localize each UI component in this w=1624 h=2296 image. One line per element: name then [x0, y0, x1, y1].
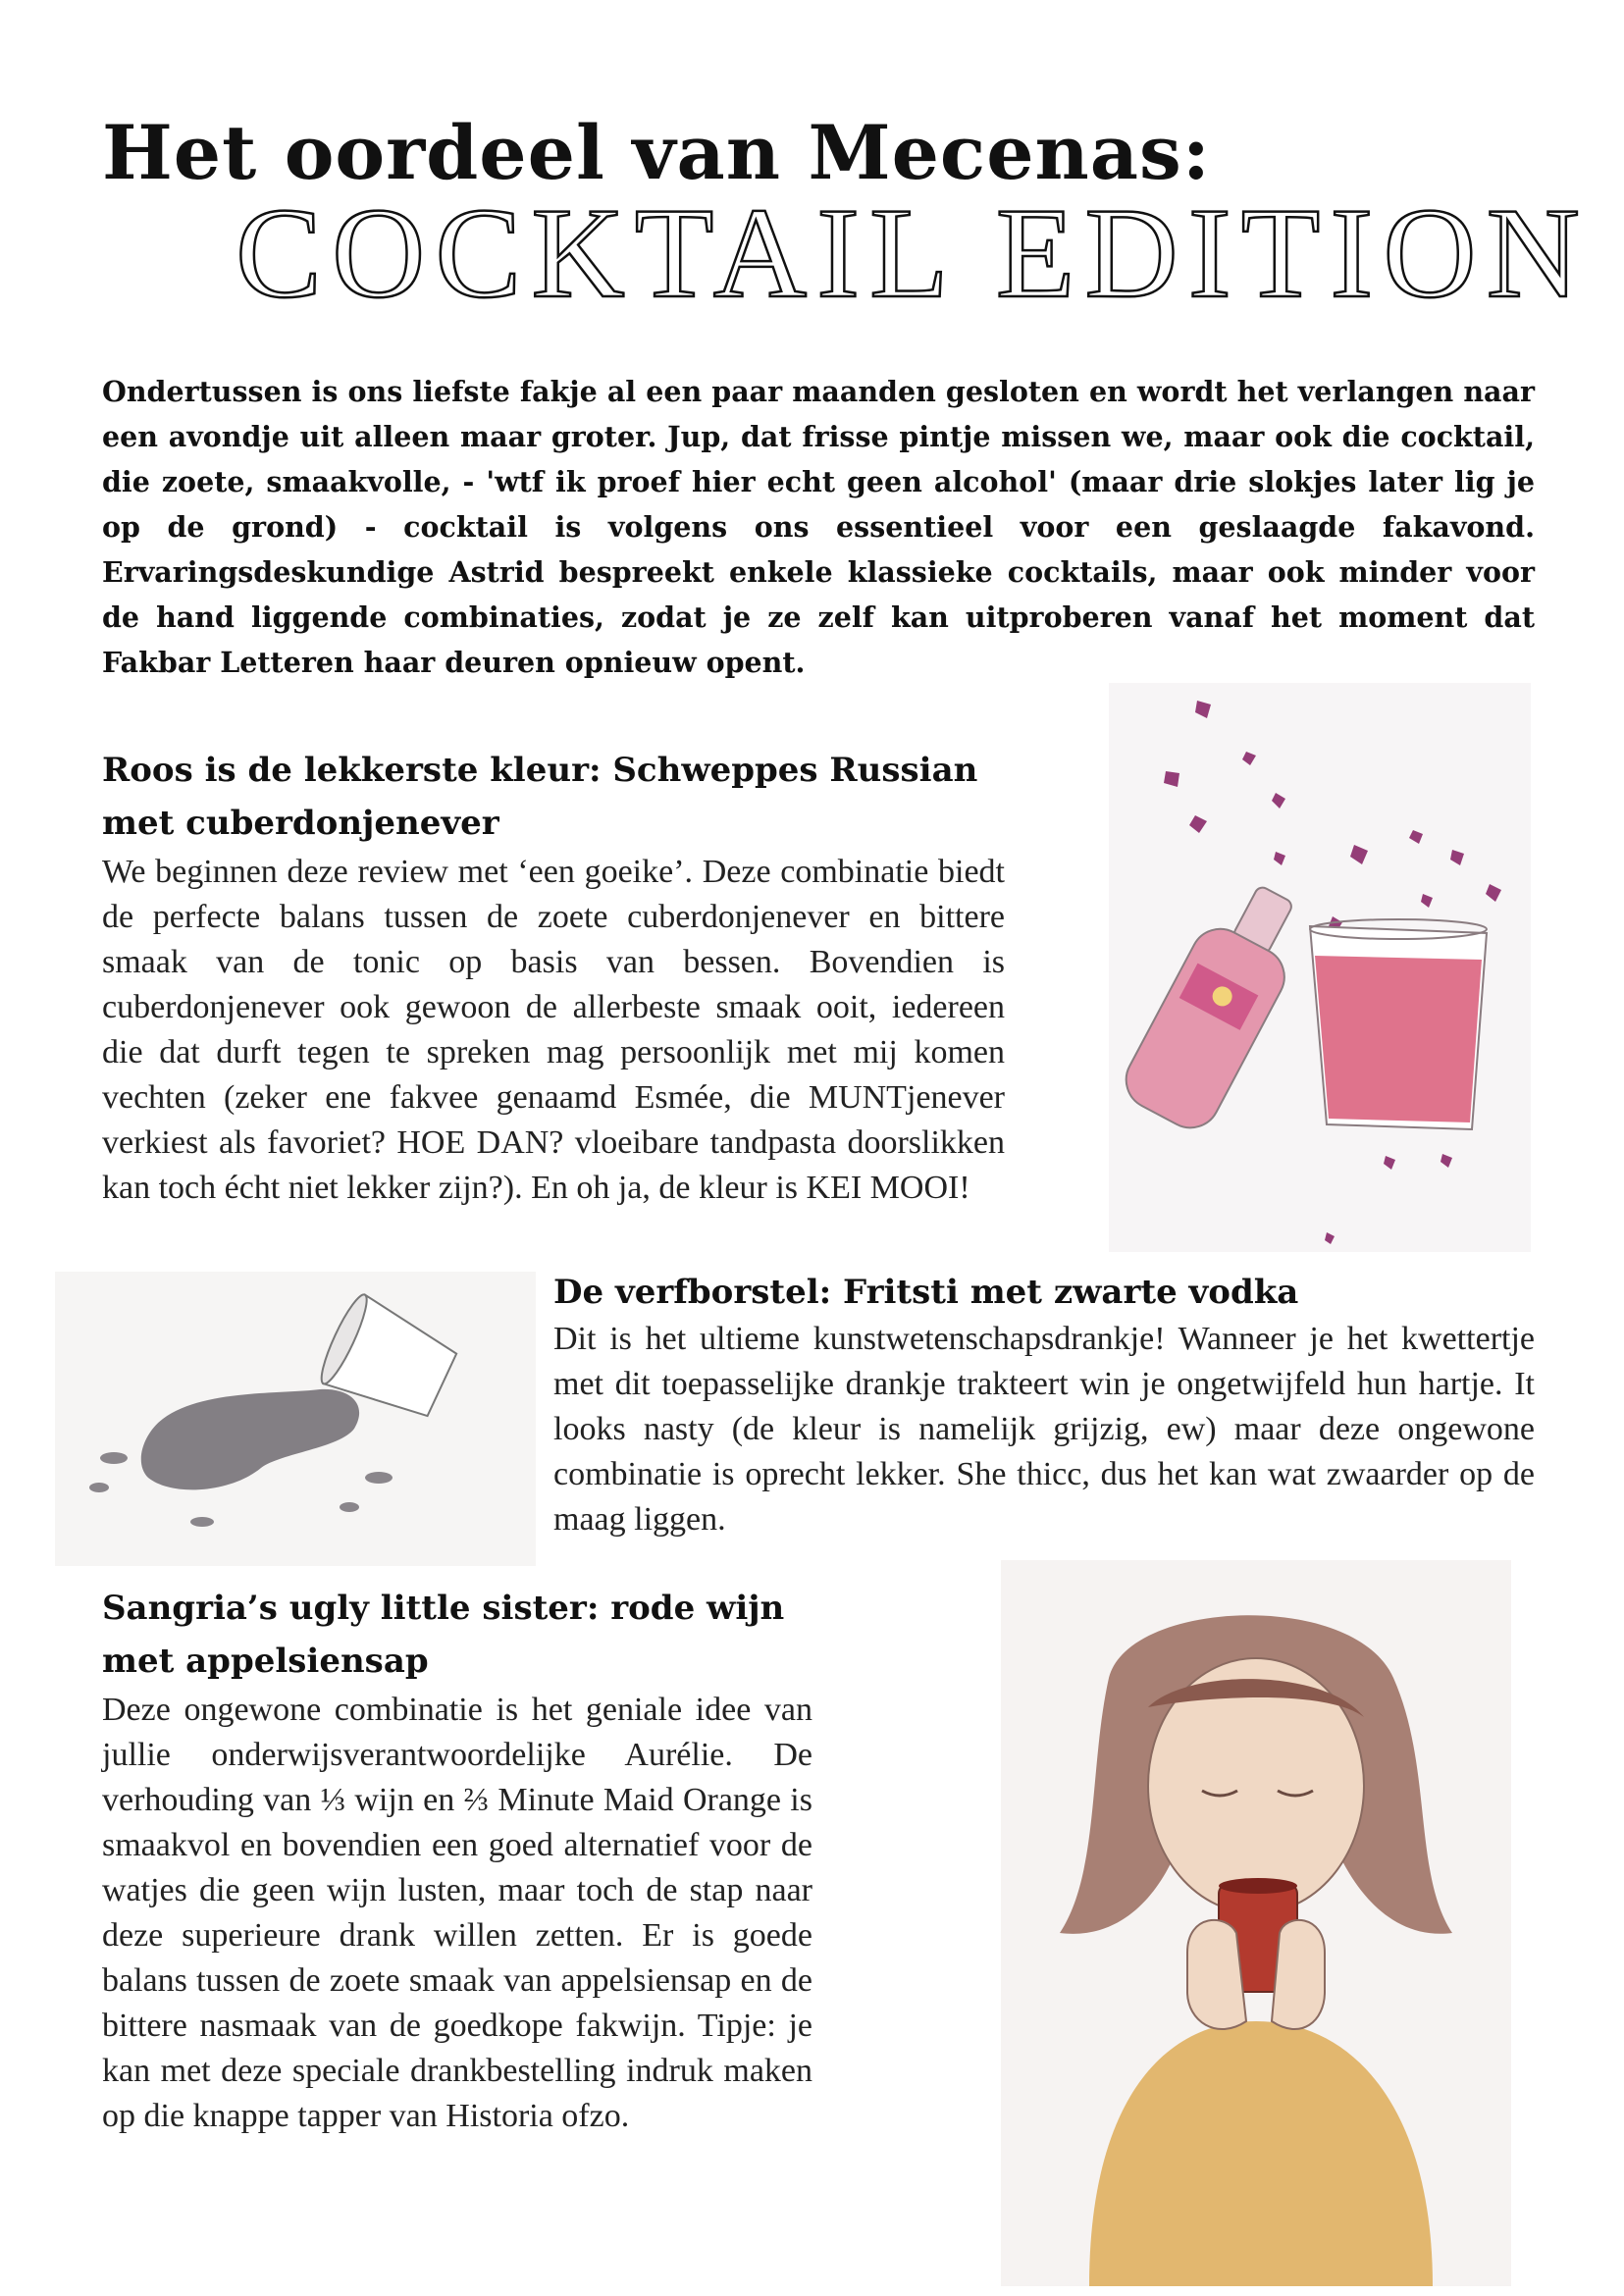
section-title-verfborstel: De verfborstel: Fritsti met zwarte vodka	[553, 1273, 1299, 1312]
spilled-cup-illustration	[55, 1272, 536, 1566]
section-title-sangria: Sangria’s ugly little sister: rode wijn met appelsiensap	[102, 1589, 785, 1681]
page-subtitle: COCKTAIL EDITION	[236, 181, 1590, 325]
girl-drinking-illustration	[1001, 1560, 1511, 2286]
page-title: Het oordeel van Mecenas:	[102, 109, 1211, 196]
section-body-verfborstel: Dit is het ultieme kunstwetenschapsdrankje! Wanneer je het kwettertje met dit toepasselijke drankje trakteert win je ongetwijfeld hun hartje. It looks nasty (de kleur is namelijk grijzig, ew) maar deze ongewone combinatie is oprecht lekker. She thicc, dus het kan wat zwaarder op de maag liggen.	[553, 1321, 1535, 1538]
section-body-sangria: Deze ongewone combinatie is het geniale idee van jullie onderwijsverantwoordelijke Aurélie. De verhouding van ⅓ wijn en ⅔ Minute Maid Orange is smaakvol en bovendien een goed alternatief voor de watjes die geen wijn lusten, maar toch de stap naar deze superieure drank willen zetten. Er is goede balans tussen de zoete smaak van appelsiensap en de bittere nasmaak van de goedkope fakwijn. Tipje: je kan met deze speciale drankbestelling indruk maken op die knappe tapper van Historia ofzo.	[102, 1692, 812, 2134]
intro-paragraph: Ondertussen is ons liefste fakje al een paar maanden gesloten en wordt het verlangen naar een avondje uit alleen maar groter. Jup, dat frisse pintje missen we, maar ook die cocktail, die zoete, smaakvolle, - 'wtf ik proef hier echt geen alcohol' (maar drie slokjes later lig je op de grond) - cocktail is volgens ons essentieel voor een geslaagde fakavond. Ervaringsdeskundige Astrid bespreekt enkele klassieke cocktails, maar ook minder voor de hand liggende combinaties, zodat je ze zelf kan uitproberen vanaf het moment dat Fakbar Letteren haar deuren opnieuw opent.	[102, 375, 1535, 679]
section-title-roos: Roos is de lekkerste kleur: Schweppes Russian met cuberdonjenever	[102, 751, 978, 843]
section-body-roos: We beginnen deze review met ‘een goeike’. Deze combinatie biedt de perfecte balans tussen de zoete cuberdonjenever en bittere smaak van de tonic op basis van bessen. Bovendien is cuberdonjenever ook gewoon de allerbeste smaak ooit, iedereen die dat durft tegen te spreken mag persoonlijk met mij komen vechten (zeker ene fakvee genaamd Esmée, die MUNTjenever verkiest als favoriet? HOE DAN? vloeibare tandpasta doorslikken kan toch écht niet lekker zijn?). En oh ja, de kleur is KEI MOOI!	[102, 854, 1005, 1206]
pink-drinks-illustration	[1109, 683, 1531, 1252]
